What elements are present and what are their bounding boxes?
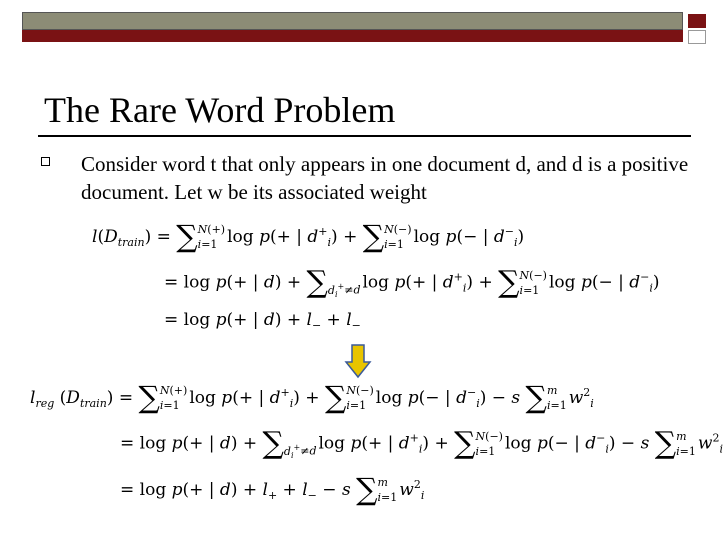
equation-line-3: = log p(+ | $d) + l_- + l_-$	[164, 310, 361, 332]
bullet-marker	[41, 157, 50, 166]
corner-square-light	[688, 30, 706, 44]
bullet-text: Consider word t that only appears in one document d, and d is a positive document. Let w be its associated weight	[81, 152, 689, 204]
equation-regularized-1: $l_{reg}$ $(D_{train})$ = ∑ N(+) i=1 log p(+ | $d^+_i$) + ∑ N(−) i=1 log p(− | $d^-_i) - s$ ∑ m i=1 $w^2_i$	[30, 380, 594, 416]
equation-log-likelihood: $l(D_{train})$ = ∑ N(+) i=1 log p(+ | $d^+_i$) + ∑ N(−) i=1 log p(− | $d^-_i$)	[92, 219, 525, 255]
down-arrow-icon	[345, 344, 371, 378]
equation-line-2: = log p(+ | d) + ∑ $d_i^+\ne d$ log p(+ | $d^+_i$) + ∑ N(−) i=1 log p(− | $d^-_i$)	[164, 265, 660, 301]
equation-regularized-3: = log p(+ | $d) + l_+ + l_- - s$ ∑ m i=1 $w^2_i$	[120, 472, 425, 508]
title-divider	[38, 135, 691, 137]
equation-regularized-2: = log p(+ | d) + ∑ $d_i^+\ne d$ log p(+ | $d^+_i$) + ∑ N(−) i=1 log p(− | $d^-_i) - s$ ∑ m i=1 $w^2_i$	[120, 426, 723, 462]
corner-square-dark	[688, 14, 706, 28]
header-bar	[22, 12, 683, 30]
slide-title: The Rare Word Problem	[44, 90, 396, 130]
header-stripe	[22, 30, 683, 42]
